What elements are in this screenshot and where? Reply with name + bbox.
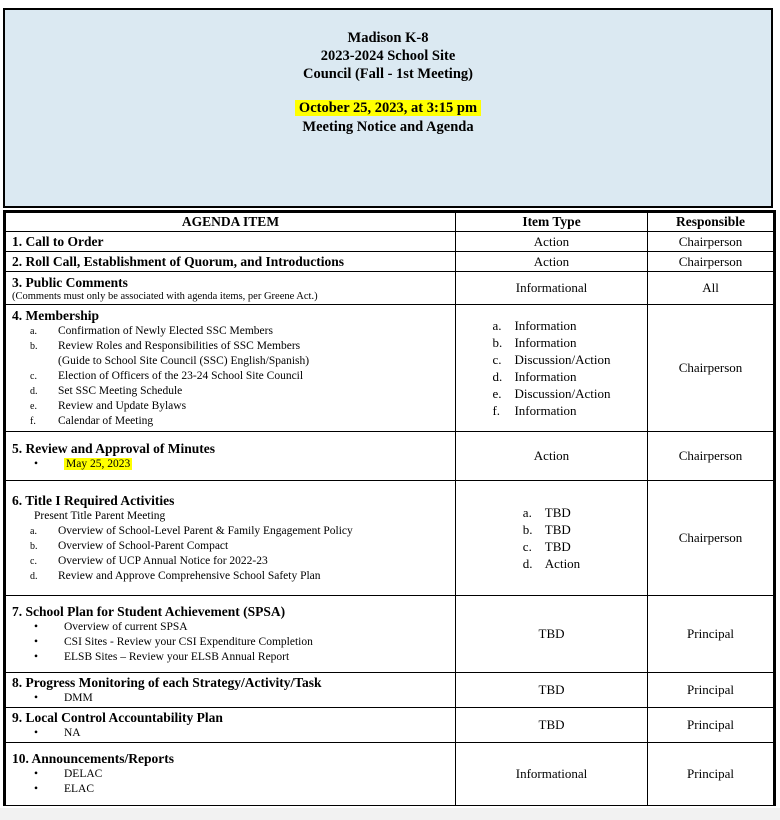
responsible: Chairperson [678, 253, 743, 269]
item-type-cell [456, 481, 648, 596]
responsible: Principal [687, 682, 734, 697]
responsible-cell [648, 481, 775, 596]
bullet-item: • ELAC [34, 783, 95, 795]
agenda-row [5, 481, 775, 596]
item-type-cell [456, 272, 648, 305]
agenda-header [3, 8, 773, 208]
item-type-list [492, 317, 610, 419]
agenda-item-cell [5, 596, 456, 673]
agenda-item-cell [5, 252, 456, 272]
bullet-text: DMM [64, 691, 93, 704]
bullet-item: • DELAC [34, 768, 103, 780]
item-type-list [523, 504, 580, 572]
item-type-entry [492, 385, 610, 402]
agenda-item-title: 4. Membership [12, 307, 99, 323]
responsible: Principal [687, 766, 734, 781]
subitem [12, 554, 455, 569]
item-type-cell [456, 432, 648, 481]
item-type: Action [533, 448, 570, 463]
item-type-letter: f. [492, 403, 501, 418]
agenda-row [5, 232, 775, 252]
bullet-item: • NA [34, 726, 81, 739]
subitem [12, 399, 455, 414]
item-type: Informational [515, 280, 588, 295]
item-type-letter: a. [492, 318, 502, 333]
responsible-cell [648, 596, 775, 673]
item-type-letter: c. [522, 539, 532, 554]
agenda-item-title: 3. Public Comments [12, 274, 128, 290]
item-type-cell [456, 743, 648, 806]
responsible: All [702, 280, 719, 295]
item-type-cell [456, 305, 648, 432]
subitem [12, 354, 455, 369]
responsible: Chairperson [678, 530, 743, 545]
responsible: Principal [687, 717, 734, 732]
subitem [12, 524, 455, 539]
item-type-text: TBD [544, 505, 571, 520]
year-line: 2023-2024 School Site [320, 48, 456, 64]
subitem-list [12, 324, 455, 429]
item-type-entry [523, 521, 580, 538]
subitem-letter: d. [30, 570, 38, 582]
responsible-cell [648, 673, 775, 708]
subitem-text: Review Roles and Responsibilities of SSC Members [58, 339, 301, 352]
item-type-text: Information [514, 369, 577, 384]
item-type: TBD [538, 626, 565, 641]
bullet-text: ELSB Sites – Review your ELSB Annual Report [64, 650, 290, 663]
bullet-item: • DMM [34, 691, 93, 704]
agenda-item-cell [5, 272, 456, 305]
bullet-list [12, 691, 455, 706]
responsible-cell [648, 272, 775, 305]
agenda-item-title: 7. School Plan for Student Achievement (SPSA) [12, 603, 286, 619]
bullet-list [12, 457, 455, 472]
agenda-item-note: (Comments must only be associated with agenda items, per Greene Act.) [12, 290, 318, 302]
subitem-text: Set SSC Meeting Schedule [58, 384, 183, 397]
responsible-cell [648, 432, 775, 481]
item-type-entry [523, 538, 580, 555]
item-type-letter: e. [492, 386, 502, 401]
agenda-item-cell [5, 481, 456, 596]
col-responsible: Responsible [648, 212, 775, 232]
agenda-row [5, 272, 775, 305]
subitem [12, 384, 455, 399]
agenda-item-intro: Present Title Parent Meeting [34, 509, 166, 522]
subitem [12, 569, 455, 584]
subitem-letter: b. [30, 540, 38, 552]
subitem [12, 339, 455, 354]
item-type-text: Discussion/Action [514, 386, 611, 401]
agenda-row [5, 432, 775, 481]
responsible-cell [648, 252, 775, 272]
responsible: Principal [687, 626, 734, 641]
item-type-entry [523, 555, 580, 572]
responsible: Chairperson [678, 448, 743, 463]
agenda-item-cell [5, 432, 456, 481]
bullet-item: • CSI Sites - Review your CSI Expenditure Completion [34, 635, 313, 648]
subitem-text: Calendar of Meeting [58, 414, 154, 427]
agenda-item-title: 8. Progress Monitoring of each Strategy/Activity/Task [12, 674, 322, 690]
agenda-item-cell [5, 708, 456, 743]
item-type: Informational [515, 766, 588, 781]
col-agenda-item: AGENDA ITEM [5, 212, 456, 232]
item-type-text: Information [514, 403, 577, 418]
subitem-letter: a. [30, 525, 37, 537]
subitem [12, 414, 455, 429]
meeting-subtitle: Meeting Notice and Agenda [302, 119, 474, 135]
agenda-row [5, 673, 775, 708]
agenda-item-cell [5, 305, 456, 432]
council-line: Council (Fall - 1st Meeting) [303, 66, 473, 82]
item-type-text: TBD [544, 539, 571, 554]
item-type-letter: d. [522, 556, 533, 571]
subitem-letter: c. [30, 555, 37, 567]
item-type-letter: b. [492, 335, 503, 350]
subitem-letter: e. [30, 400, 37, 412]
bullet-item: • Overview of current SPSA [34, 620, 188, 633]
item-type: Action [533, 253, 570, 269]
agenda-row [5, 743, 775, 806]
responsible-cell [648, 232, 775, 252]
agenda-row [5, 305, 775, 432]
agenda-row [5, 708, 775, 743]
school-name: Madison K-8 [347, 30, 429, 46]
bullet-list [12, 726, 455, 741]
bullet-text: CSI Sites - Review your CSI Expenditure Completion [64, 635, 313, 648]
item-type-cell [456, 673, 648, 708]
agenda-item-title: 6. Title I Required Activities [12, 492, 175, 508]
item-type-cell [456, 232, 648, 252]
responsible: Chairperson [678, 360, 743, 375]
agenda-row [5, 252, 775, 272]
bullet-text: Overview of current SPSA [64, 620, 188, 633]
agenda-table [3, 210, 776, 806]
agenda-item-title: 2. Roll Call, Establishment of Quorum, and Introductions [12, 253, 345, 269]
item-type-cell [456, 596, 648, 673]
item-type-entry [492, 317, 610, 334]
agenda-item-title: 9. Local Control Accountability Plan [12, 709, 223, 725]
item-type-text: Discussion/Action [514, 352, 611, 367]
bullet-text: ELAC [64, 783, 95, 795]
col-item-type: Item Type [456, 212, 648, 232]
agenda-item-title: 5. Review and Approval of Minutes [12, 440, 216, 456]
subitem-text: Review and Approve Comprehensive School Safety Plan [58, 569, 321, 582]
responsible-cell [648, 708, 775, 743]
item-type-entry [492, 351, 610, 368]
item-type-entry [492, 368, 610, 385]
agenda-item-cell [5, 232, 456, 252]
item-type: TBD [538, 682, 565, 697]
bullet-text: DELAC [64, 768, 103, 780]
bullet-item: • May 25, 2023 [34, 457, 131, 470]
subitem-text: Confirmation of Newly Elected SSC Members [58, 324, 273, 337]
item-type-letter: b. [522, 522, 533, 537]
agenda-item-title: 1. Call to Order [12, 233, 104, 249]
bullet-list [12, 620, 455, 665]
item-type: TBD [538, 717, 565, 732]
item-type-text: TBD [544, 522, 571, 537]
responsible-cell [648, 305, 775, 432]
subitem-letter: c. [30, 370, 37, 382]
item-type-letter: c. [492, 352, 502, 367]
item-type-text: Information [514, 335, 577, 350]
subitem-text: Overview of UCP Annual Notice for 2022-23 [58, 554, 268, 567]
subitem-text: Review and Update Bylaws [58, 399, 187, 412]
responsible: Chairperson [678, 233, 743, 249]
item-type-entry [523, 504, 580, 521]
subitem-text: Election of Officers of the 23-24 School Site Council [58, 369, 304, 382]
agenda-item-title: 10. Announcements/Reports [12, 751, 175, 766]
bullet-list [12, 767, 455, 797]
agenda-item-cell [5, 673, 456, 708]
subitem-list [12, 524, 455, 584]
subitem-text: Overview of School-Level Parent & Family Engagement Policy [58, 524, 353, 537]
subitem-letter: b. [30, 340, 38, 352]
item-type-entry [492, 402, 610, 419]
item-type: Action [533, 233, 570, 249]
subitem-letter: a. [30, 325, 37, 337]
responsible-cell [648, 743, 775, 806]
bullet-text: NA [64, 726, 81, 739]
subitem-letter: d. [30, 385, 38, 397]
subitem [12, 369, 455, 384]
subitem [12, 539, 455, 554]
subitem-text: (Guide to School Site Council (SSC) English/Spanish) [58, 354, 310, 367]
subitem-letter: f. [30, 415, 36, 427]
item-type-cell [456, 252, 648, 272]
subitem-text: Overview of School-Parent Compact [58, 539, 229, 552]
subitem [12, 324, 455, 339]
item-type-letter: d. [492, 369, 503, 384]
item-type-letter: a. [522, 505, 532, 520]
item-type-cell [456, 708, 648, 743]
bullet-item: • ELSB Sites – Review your ELSB Annual Report [34, 650, 290, 663]
table-header-row [5, 212, 775, 232]
item-type-entry [492, 334, 610, 351]
item-type-text: Information [514, 318, 577, 333]
agenda-row [5, 596, 775, 673]
agenda-item-cell [5, 743, 456, 806]
item-type-text: Action [544, 556, 581, 571]
meeting-date: October 25, 2023, at 3:15 pm [295, 100, 481, 116]
bullet-text: May 25, 2023 [66, 457, 131, 470]
